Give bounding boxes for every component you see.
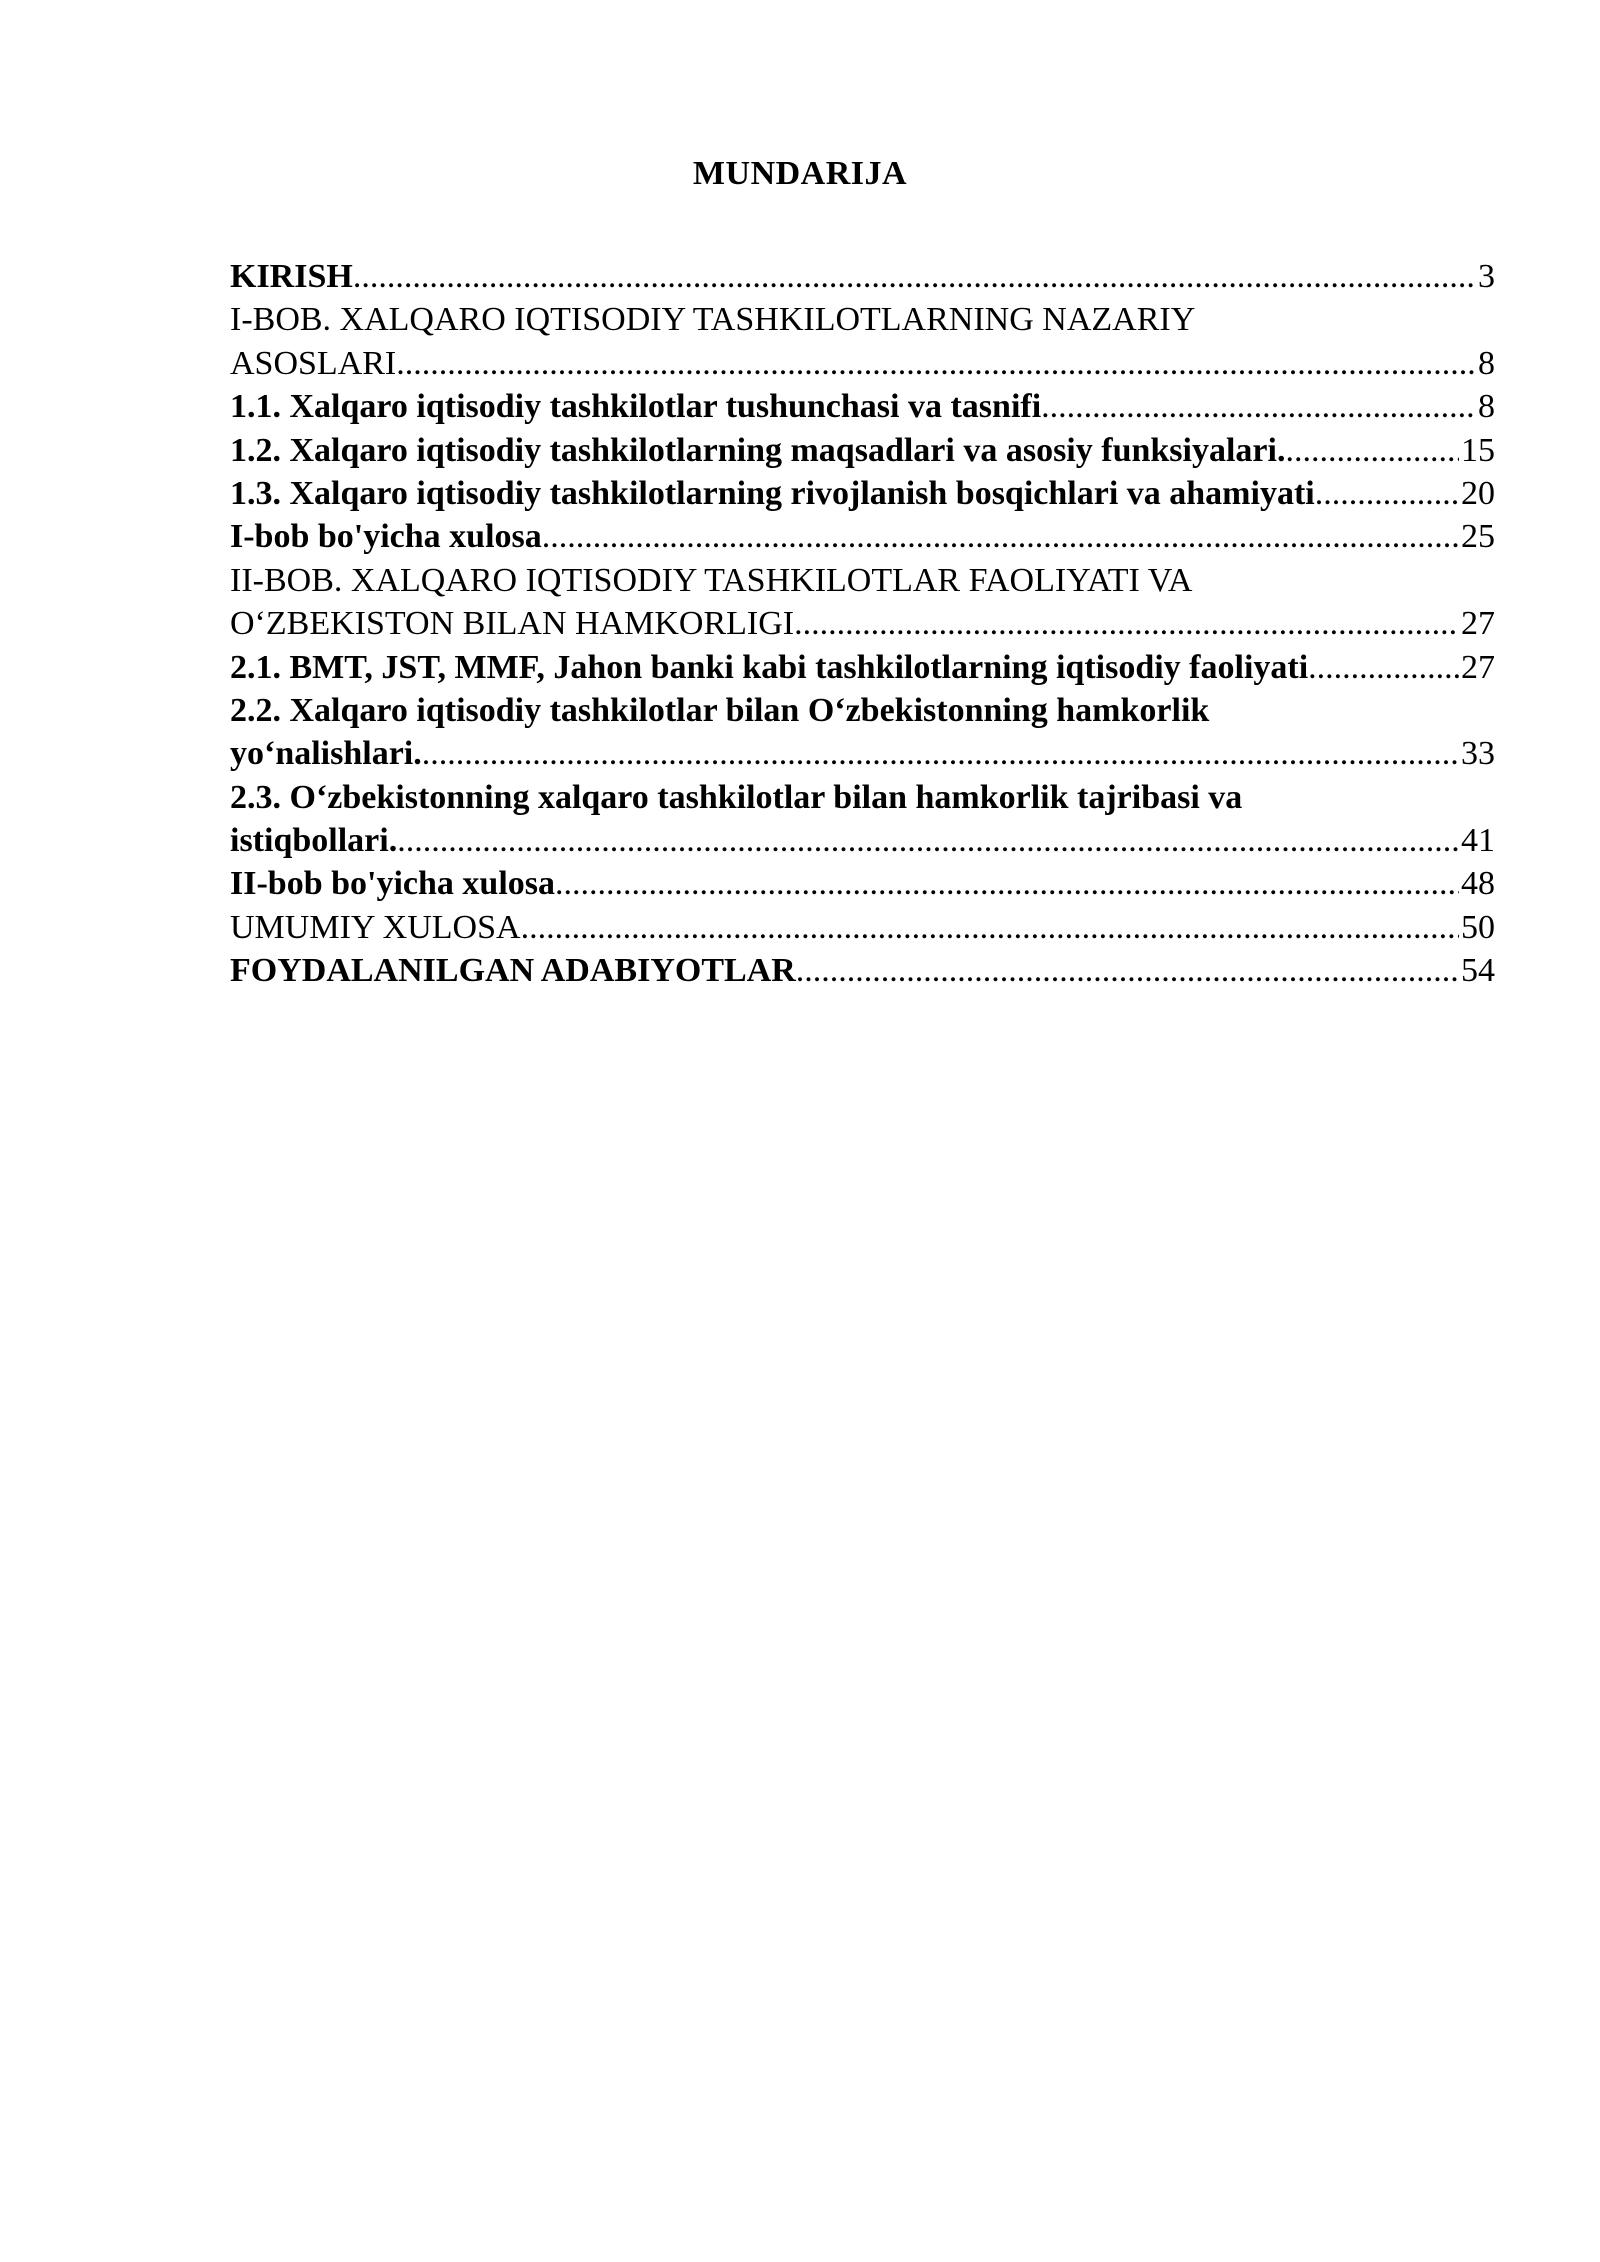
toc-entry-label: yo‘nalishlari. [230,735,422,773]
toc-leader-dots [353,255,1476,298]
toc-page-number: 20 [1461,474,1495,512]
toc-page-number: 33 [1461,735,1495,773]
toc-leader-dots [1308,646,1459,689]
toc-entry-chapter-1-line-1[interactable] [230,298,1495,341]
toc-entry-2-2-line-1[interactable] [230,689,1495,732]
toc-entry-label: UMUMIY XULOSA [230,908,521,946]
toc-leader-dots [521,906,1459,949]
toc-entry-label: 2.2. Xalqaro iqtisodiy tashkilotlar bilan O‘zbekistonning hamkorlik [230,691,1210,729]
toc-entry-label: 1.2. Xalqaro iqtisodiy tashkilotlarning maqsadlari va asosiy funksiyalari. [230,431,1286,469]
toc-entry-label: II-bob bo'yicha xulosa [230,865,555,903]
toc-entry-2-3[interactable] [230,819,1495,862]
toc-entry-label: O‘ZBEKISTON BILAN HAMKORLIGI [230,605,795,643]
toc-entry-2-1[interactable] [230,646,1495,689]
toc-leader-dots [397,819,1459,862]
toc-entry-label: II-BOB. XALQARO IQTISODIY TASHKILOTLAR FAOLIYATI VA [230,561,1193,599]
toc-entry-chapter-2-line-1[interactable] [230,559,1495,602]
toc-page-number: 41 [1461,822,1495,860]
toc-entry-2-2[interactable] [230,732,1495,775]
toc-leader-dots [1315,472,1459,515]
toc-page-number: 15 [1461,431,1495,469]
toc-entry-references[interactable] [230,949,1495,992]
toc-entry-label: I-bob bo'yicha xulosa [230,518,542,556]
toc-page-number: 48 [1461,865,1495,903]
toc-entry-label: 2.1. BMT, JST, MMF, Jahon banki kabi tashkilotlarning iqtisodiy faoliyati [230,648,1309,686]
toc-leader-dots [794,602,1459,645]
toc-entry-label: KIRISH [230,258,353,295]
toc-entry-kirish[interactable] [230,255,1495,298]
table-of-contents [230,255,1495,993]
toc-leader-dots [422,732,1459,775]
toc-leader-dots [1285,429,1459,472]
toc-entry-label: 2.3. O‘zbekistonning xalqaro tashkilotlar bilan hamkorlik tajribasi va [230,778,1243,816]
toc-leader-dots [396,342,1476,385]
toc-entry-1-2[interactable] [230,429,1495,472]
toc-page-number: 27 [1461,648,1495,686]
toc-entry-1-3[interactable] [230,472,1495,515]
toc-leader-dots [542,515,1459,558]
toc-entry-chapter-1[interactable] [230,342,1495,385]
toc-entry-label: 1.3. Xalqaro iqtisodiy tashkilotlarning rivojlanish bosqichlari va ahamiyati [230,474,1315,512]
toc-entry-label: ASOSLARI [230,344,397,382]
toc-entry-label: 1.1. Xalqaro iqtisodiy tashkilotlar tushunchasi va tasnifi [230,388,1042,426]
toc-entry-chapter-2-summary[interactable] [230,862,1495,905]
toc-entry-general-conclusion[interactable] [230,906,1495,949]
toc-entry-chapter-1-summary[interactable] [230,515,1495,558]
toc-entry-label: FOYDALANILGAN ADABIYOTLAR [230,952,796,990]
toc-entry-2-3-line-1[interactable] [230,776,1495,819]
page-title: MUNDARIJA [692,155,908,192]
toc-page-number: 8 [1478,344,1495,382]
toc-page-number: 25 [1461,518,1495,556]
toc-entry-label: I-BOB. XALQARO IQTISODIY TASHKILOTLARNING NAZARIY [230,301,1196,339]
toc-entry-label: istiqbollari. [230,822,398,860]
toc-leader-dots [1041,385,1476,428]
toc-leader-dots [796,949,1459,992]
toc-page-number: 50 [1461,908,1495,946]
toc-leader-dots [555,862,1459,905]
toc-entry-1-1[interactable] [230,385,1495,428]
toc-page-number: 27 [1461,605,1495,643]
toc-page-number: 3 [1478,258,1495,295]
toc-entry-chapter-2[interactable] [230,602,1495,645]
toc-page-number: 8 [1478,388,1495,426]
toc-page-number: 54 [1461,952,1495,990]
